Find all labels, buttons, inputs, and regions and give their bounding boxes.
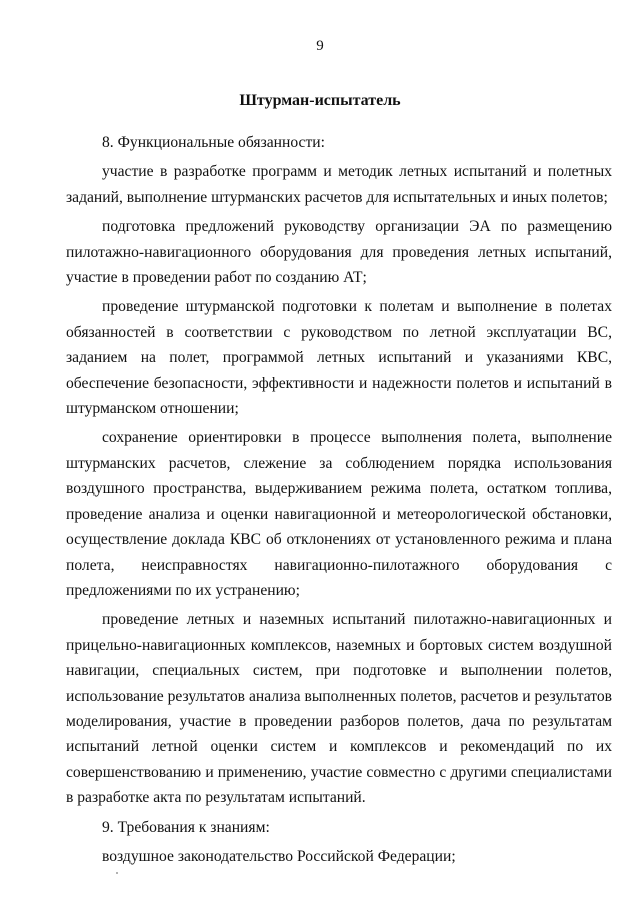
position-title: Штурман-испытатель: [239, 92, 401, 109]
knowledge-paragraph: воздушное законодательство Российской Федерации;: [102, 847, 456, 865]
document-body: [66, 126, 612, 869]
duty-paragraph: сохранение ориентировки в процессе выполнения полета, выполнение штурманских расчетов, слежение за соблюдением порядка использования воздушного пространства, выдерживанием режима полета, остатком топлива, проведение анализа и оценки навигационной и метеорологической обстановки, осуществление доклада КВС об отклонениях от установленного режима и плана полета, неисправностях навигационно-пилотажного оборудования с предложениями по их устранению;: [66, 429, 612, 599]
page-number: 9: [316, 38, 324, 54]
duty-paragraph: подготовка предложений руководству организации ЭА по размещению пилотажно-навигационного оборудования для проведения летных испытаний, участие в проведении работ по созданию АТ;: [66, 218, 612, 287]
duty-paragraph: проведение летных и наземных испытаний пилотажно-навигационных и прицельно-навигационных комплексов, наземных и бортовых систем воздушной навигации, специальных систем, при подготовке и выполнении полетов, использование результатов анализа выполненных полетов, расчетов и результатов моделирования, участие в проведении разборов полетов, дача по результатам испытаний летной оценки систем и комплексов и рекомендаций по их совершенствованию и применению, участие совместно с другими специалистами в разработке акта по результатам испытаний.: [66, 611, 612, 807]
section-title-knowledge: 9. Требования к знаниям:: [102, 818, 270, 836]
duty-paragraph: участие в разработке программ и методик летных испытаний и полетных заданий, выполнение штурманских расчетов для испытательных и иных полетов;: [66, 163, 612, 206]
scan-speck: [116, 872, 118, 874]
duty-paragraph: проведение штурманской подготовки к полетам и выполнение в полетах обязанностей в соответствии с руководством по летной эксплуатации ВС, заданием на полет, программой летных испытаний и указаниями КВС, обеспечение безопасности, эффективности и надежности полетов и испытаний в штурманском отношении;: [66, 298, 612, 418]
section-title-duties: 8. Функциональные обязанности:: [102, 134, 325, 151]
